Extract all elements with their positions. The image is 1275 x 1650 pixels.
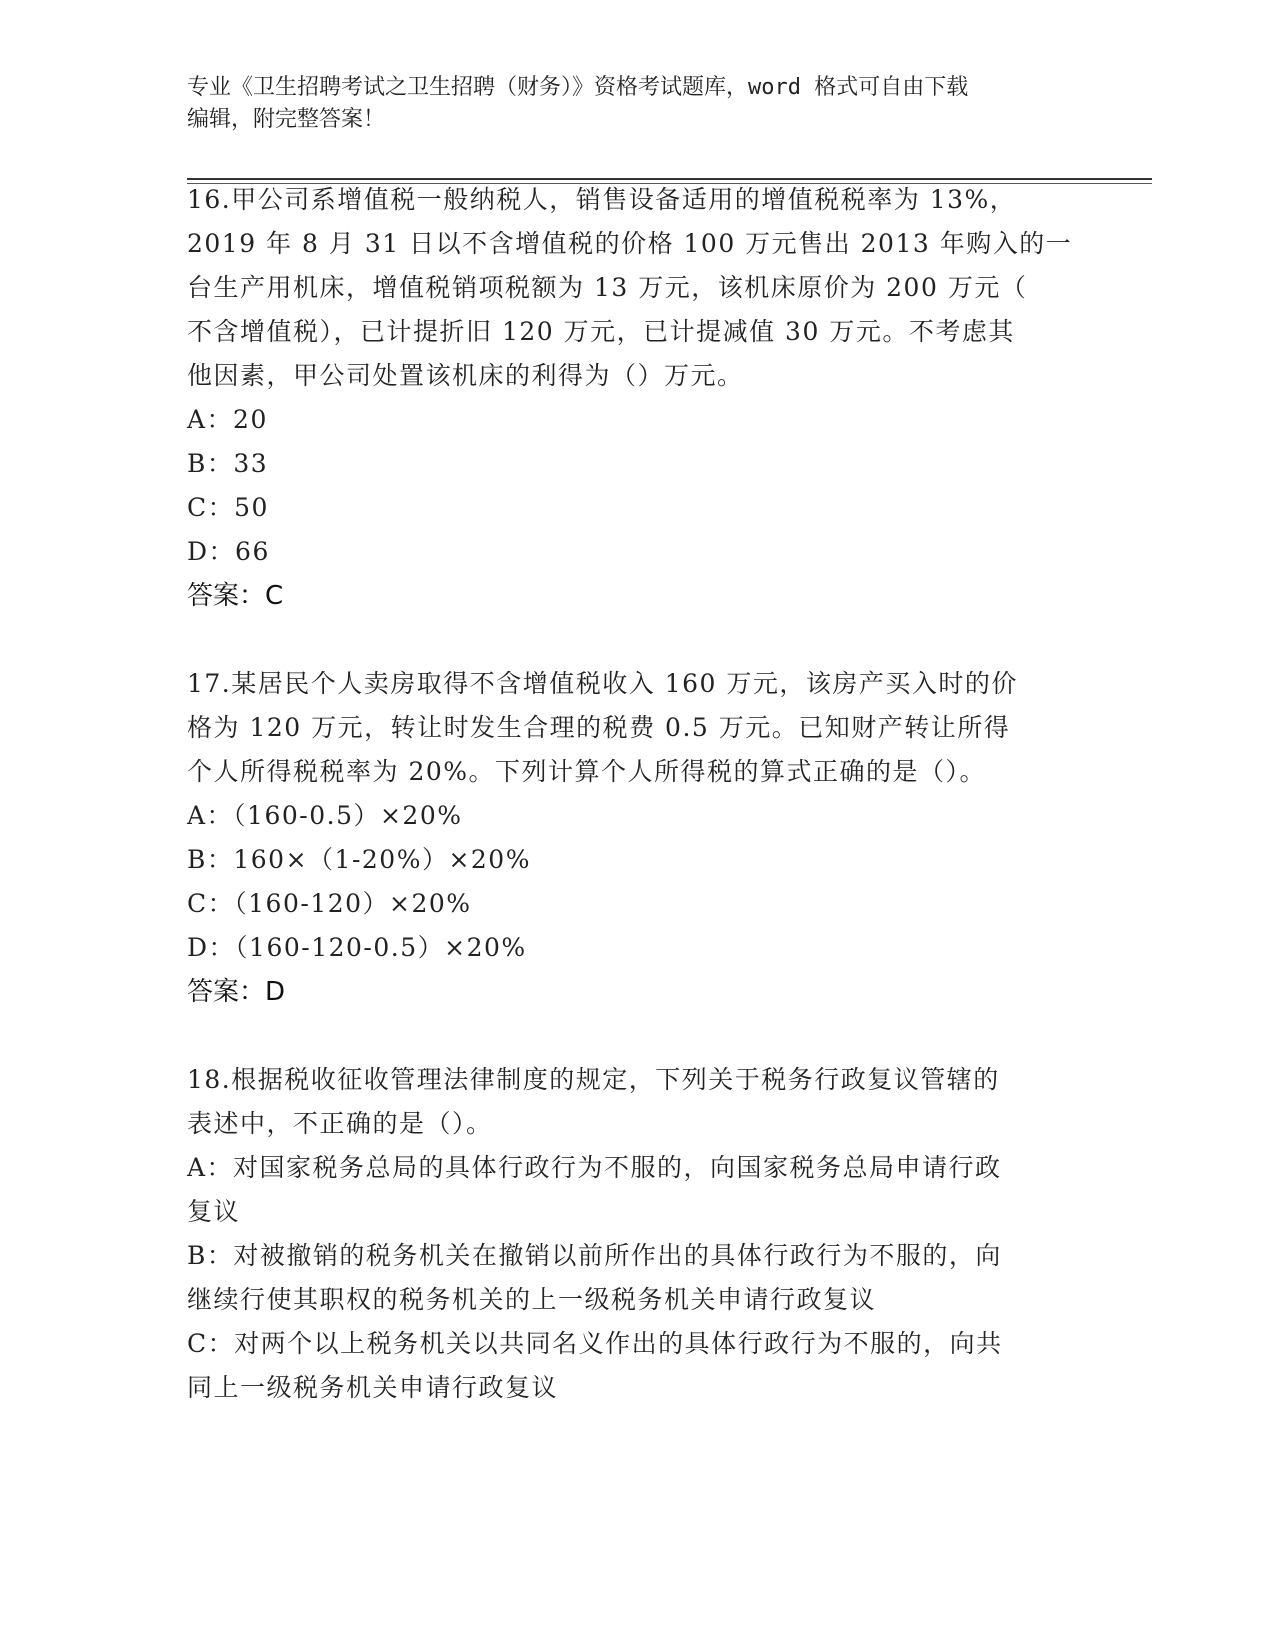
q17-option-d: D：（160-120-0.5）×20%	[187, 933, 527, 962]
q16-text-line-2: 2019 年 8 月 31 日以不含增值税的价格 100 万元售出 2013 年购入的一	[187, 229, 1073, 258]
q17-option-c: C：（160-120）×20%	[187, 889, 472, 918]
q17-option-a: A：（160-0.5）×20%	[187, 801, 463, 830]
q17-option-b: B：160×（1-20%）×20%	[187, 845, 531, 874]
header-divider-thick	[187, 178, 1152, 180]
q18-option-b-line-1: B：对被撤销的税务机关在撤销以前所作出的具体行政行为不服的，向	[187, 1241, 1002, 1270]
q16-option-d: D：66	[187, 537, 270, 566]
q17-text-line-2: 格为 120 万元，转让时发生合理的税费 0.5 万元。已知财产转让所得	[187, 713, 1011, 742]
q18-option-c-line-1: C：对两个以上税务机关以共同名义作出的具体行政行为不服的，向共	[187, 1329, 1003, 1358]
q18-text-line-1: 18.根据税收征收管理法律制度的规定，下列关于税务行政复议管辖的	[187, 1065, 1000, 1094]
page-header	[187, 72, 1067, 136]
q18-option-a-line-1: A：对国家税务总局的具体行政行为不服的，向国家税务总局申请行政	[187, 1153, 1002, 1182]
q18-option-b-line-2: 继续行使其职权的税务机关的上一级税务机关申请行政复议	[187, 1285, 877, 1314]
q18-text-line-2: 表述中，不正确的是（）。	[187, 1109, 493, 1138]
q17-text-line-1: 17.某居民个人卖房取得不含增值税收入 160 万元，该房产买入时的价	[187, 669, 1018, 698]
q16-option-a: A：20	[187, 405, 268, 434]
q16-option-b: B：33	[187, 449, 269, 478]
q16-text-line-4: 不含增值税），已计提折旧 120 万元，已计提减值 30 万元。不考虑其	[187, 317, 1015, 346]
q16-option-c: C：50	[187, 493, 269, 522]
q17-answer: 答案：D	[187, 977, 286, 1007]
header-line-1: 专业《卫生招聘考试之卫生招聘（财务）》资格考试题库，word 格式可自由下载	[187, 75, 969, 100]
q18-option-c-line-2: 同上一级税务机关申请行政复议	[187, 1373, 559, 1402]
q16-text-line-1: 16.甲公司系增值税一般纳税人，销售设备适用的增值税税率为 13%，	[187, 185, 1017, 214]
q16-answer: 答案：C	[187, 581, 284, 611]
q16-text-line-5: 他因素，甲公司处置该机床的利得为（）万元。	[187, 361, 744, 390]
q18-option-a-line-2: 复议	[187, 1197, 241, 1226]
q17-text-line-3: 个人所得税税率为 20%。下列计算个人所得税的算式正确的是（）。	[187, 757, 987, 786]
q16-text-line-3: 台生产用机床，增值税销项税额为 13 万元，该机床原价为 200 万元（	[187, 273, 1028, 302]
header-line-2: 编辑，附完整答案！	[187, 107, 386, 132]
